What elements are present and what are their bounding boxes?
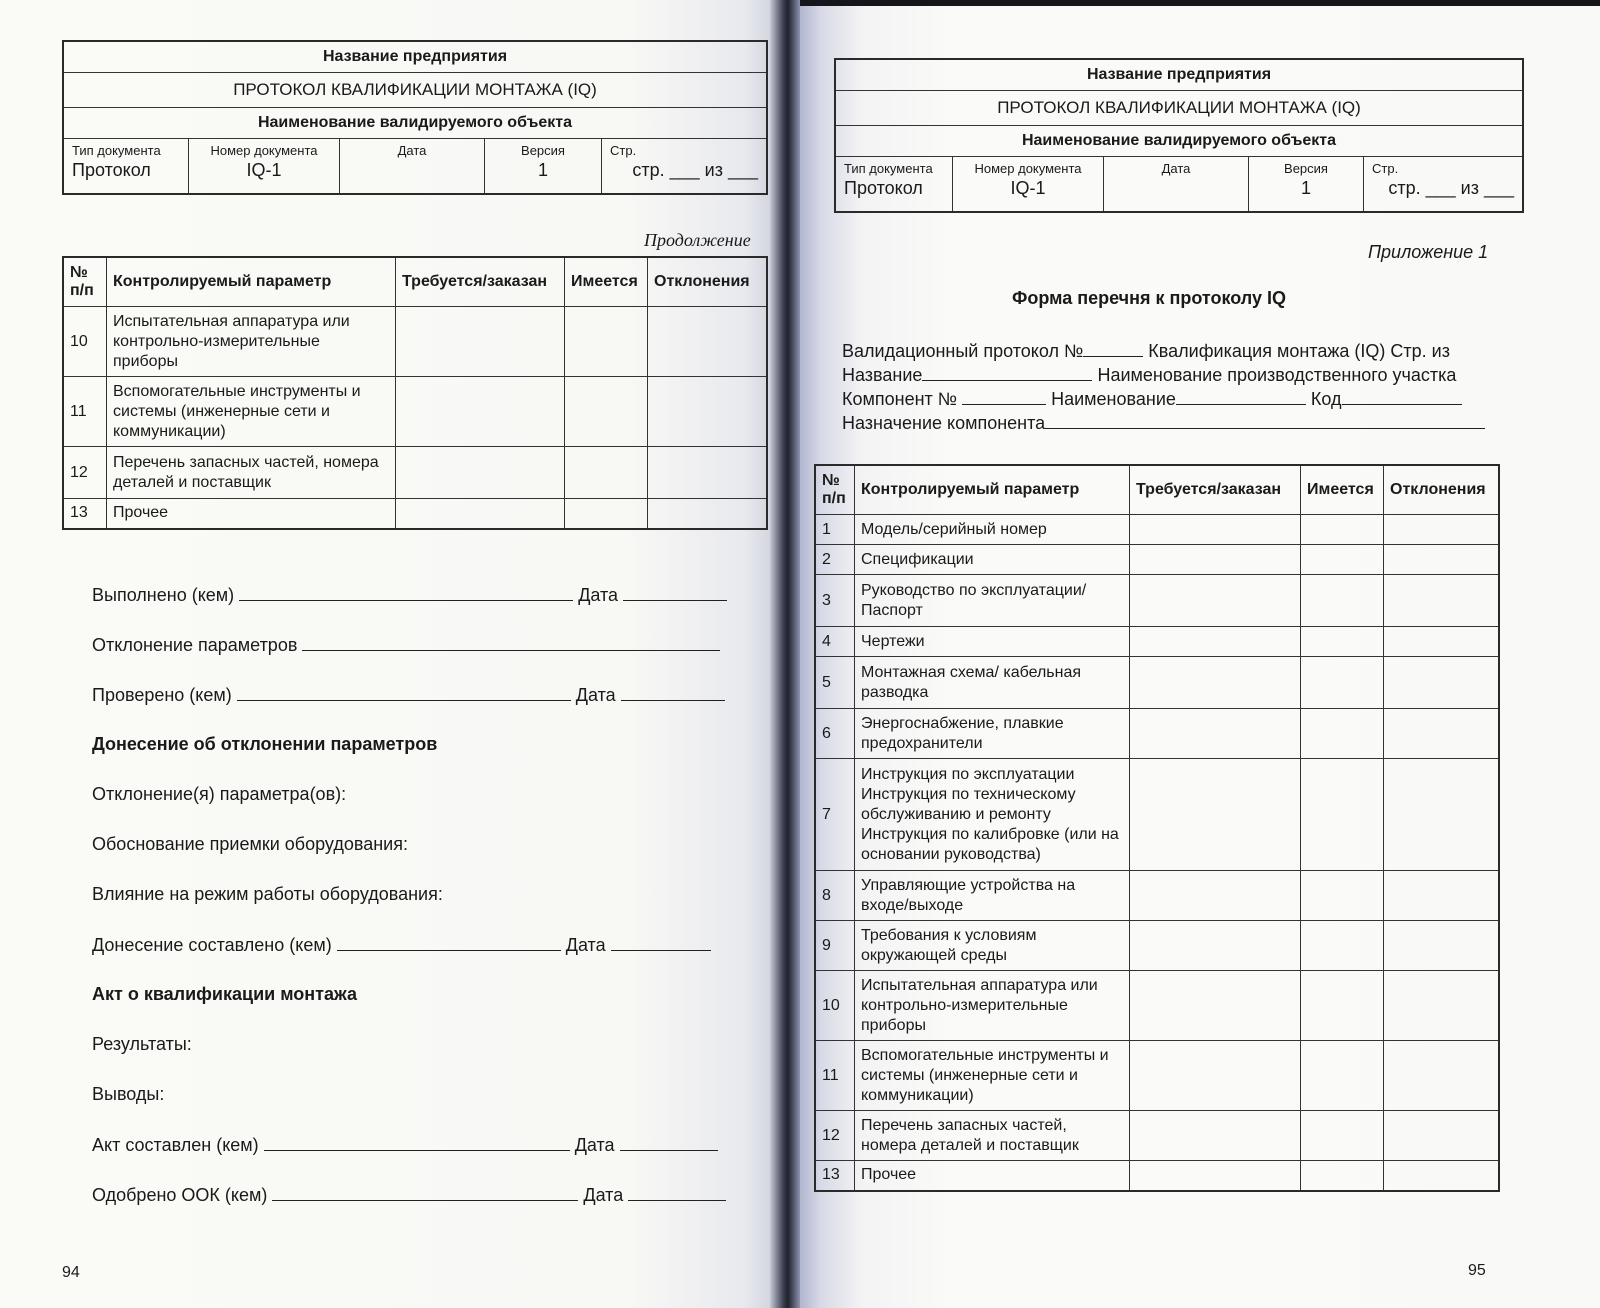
act-by-line: Акт составлен (кем) Дата <box>92 1134 718 1156</box>
doc-type-label: Тип документа <box>844 161 933 176</box>
purpose-line: Назначение компонента <box>842 412 1485 434</box>
version-label: Версия <box>521 143 565 158</box>
report-by-line: Донесение составлено (кем) Дата <box>92 934 711 956</box>
validated-object: Наименование валидируемого объекта <box>63 108 767 139</box>
page-number: 94 <box>62 1264 80 1281</box>
version-cell <box>1249 157 1364 213</box>
col-present: Имеется <box>565 257 648 307</box>
doc-type-value: Протокол <box>72 160 151 180</box>
page-value: стр. ___ из ___ <box>1388 178 1514 198</box>
version-label: Версия <box>1284 161 1328 176</box>
performed-by-line: Выполнено (кем) Дата <box>92 584 727 606</box>
table-row: 3 Руководство по эксплуатации/ Паспорт <box>815 575 1499 627</box>
page-value: стр. ___ из ___ <box>632 160 758 180</box>
table-row: 12 Перечень запасных частей, номера деталей и поставщик <box>815 1111 1499 1161</box>
col-present: Имеется <box>1301 465 1384 515</box>
table-row: 6 Энергоснабжение, плавкие предохранители <box>815 709 1499 759</box>
component-line: Компонент № Наименование Код <box>842 388 1462 410</box>
page-cell <box>602 139 768 195</box>
parameters-table-continued <box>62 256 768 530</box>
page-label: Стр. <box>1372 161 1399 176</box>
appendix-label: Приложение 1 <box>1368 242 1489 262</box>
deviations-label: Отклонение(я) параметра(ов): <box>92 784 347 804</box>
doc-type-value: Протокол <box>844 178 923 198</box>
impact-label: Влияние на режим работы оборудования: <box>92 884 443 904</box>
table-row: 5 Монтажная схема/ кабельная разводка <box>815 657 1499 709</box>
right-page <box>788 6 1600 1308</box>
doc-number-value: IQ-1 <box>1010 178 1046 198</box>
col-number: № п/п <box>815 465 855 515</box>
company-name: Название предприятия <box>835 59 1523 91</box>
doc-number-cell <box>953 157 1104 213</box>
doc-number-cell <box>189 139 340 195</box>
page-number: 95 <box>1468 1262 1486 1279</box>
page-label: Стр. <box>610 143 637 158</box>
col-required: Требуется/заказан <box>1130 465 1301 515</box>
conclusions-label: Выводы: <box>92 1084 165 1104</box>
continuation-label: Продолжение <box>644 230 751 250</box>
table-row: 1 Модель/серийный номер <box>815 515 1499 545</box>
doc-type-cell <box>835 157 953 213</box>
book-gutter <box>770 0 800 1308</box>
company-name: Название предприятия <box>63 41 767 73</box>
document-header-table <box>834 58 1524 213</box>
left-page <box>0 0 784 1308</box>
validated-object: Наименование валидируемого объекта <box>835 126 1523 157</box>
table-row: 11 Вспомогательные инструменты и системы (инженерные сети и коммуникации) <box>815 1041 1499 1111</box>
col-parameter: Контролируемый параметр <box>107 257 396 307</box>
table-row: 8 Управляющие устройства на входе/выходе <box>815 871 1499 921</box>
name-line: Название Наименование производственного участка <box>842 365 1457 385</box>
date-cell <box>1104 157 1249 213</box>
table-row: 9 Требования к условиям окружающей среды <box>815 921 1499 971</box>
date-label: Дата <box>397 143 427 158</box>
doc-type-label: Тип документа <box>72 143 161 158</box>
protocol-title: ПРОТОКОЛ КВАЛИФИКАЦИИ МОНТАЖА (IQ) <box>835 91 1523 126</box>
col-deviation: Отклонения <box>1384 465 1500 515</box>
doc-number-value: IQ-1 <box>246 160 282 180</box>
appendix-parameters-table <box>814 464 1500 1192</box>
table-row: 12 Перечень запасных частей, номера деталей и поставщик <box>63 447 767 499</box>
col-parameter: Контролируемый параметр <box>855 465 1130 515</box>
table-row: 11 Вспомогательные инструменты и системы (инженерные сети и коммуникации) <box>63 377 767 447</box>
val-protocol-line: Валидационный протокол № Квалификация монтажа (IQ) Стр. из <box>842 341 1450 361</box>
protocol-title: ПРОТОКОЛ КВАЛИФИКАЦИИ МОНТАЖА (IQ) <box>63 73 767 108</box>
document-header-table <box>62 40 768 195</box>
col-deviation: Отклонения <box>648 257 768 307</box>
table-row: 13 Прочее <box>815 1161 1499 1191</box>
table-row: 10 Испытательная аппаратура или контрольно-измерительные приборы <box>815 971 1499 1041</box>
form-title: Форма перечня к протоколу IQ <box>1012 288 1286 308</box>
col-number: № п/п <box>63 257 107 307</box>
table-row: 7 Инструкция по эксплуатации Инструкция по техническому обслуживанию и ремонту Инструкция по калибровке (или на основании руководства) <box>815 759 1499 871</box>
doc-number-label: Номер документа <box>210 143 318 158</box>
col-required: Требуется/заказан <box>396 257 565 307</box>
version-value: 1 <box>537 160 548 180</box>
table-row: 13 Прочее <box>63 499 767 529</box>
results-label: Результаты: <box>92 1034 192 1054</box>
report-heading: Донесение об отклонении параметров <box>92 734 438 754</box>
approved-by-line: Одобрено ООК (кем) Дата <box>92 1184 726 1206</box>
doc-type-cell <box>63 139 189 195</box>
act-heading: Акт о квалификации монтажа <box>92 984 357 1004</box>
page-cell <box>1364 157 1524 213</box>
table-row: 10 Испытательная аппаратура или контрольно-измерительные приборы <box>63 307 767 377</box>
version-cell <box>485 139 602 195</box>
date-cell <box>340 139 485 195</box>
table-row: 2 Спецификации <box>815 545 1499 575</box>
justification-label: Обоснование приемки оборудования: <box>92 834 408 854</box>
doc-number-label: Номер документа <box>974 161 1082 176</box>
table-row: 4 Чертежи <box>815 627 1499 657</box>
param-deviation-line: Отклонение параметров <box>92 634 720 656</box>
date-label: Дата <box>1161 161 1191 176</box>
checked-by-line: Проверено (кем) Дата <box>92 684 725 706</box>
version-value: 1 <box>1300 178 1311 198</box>
